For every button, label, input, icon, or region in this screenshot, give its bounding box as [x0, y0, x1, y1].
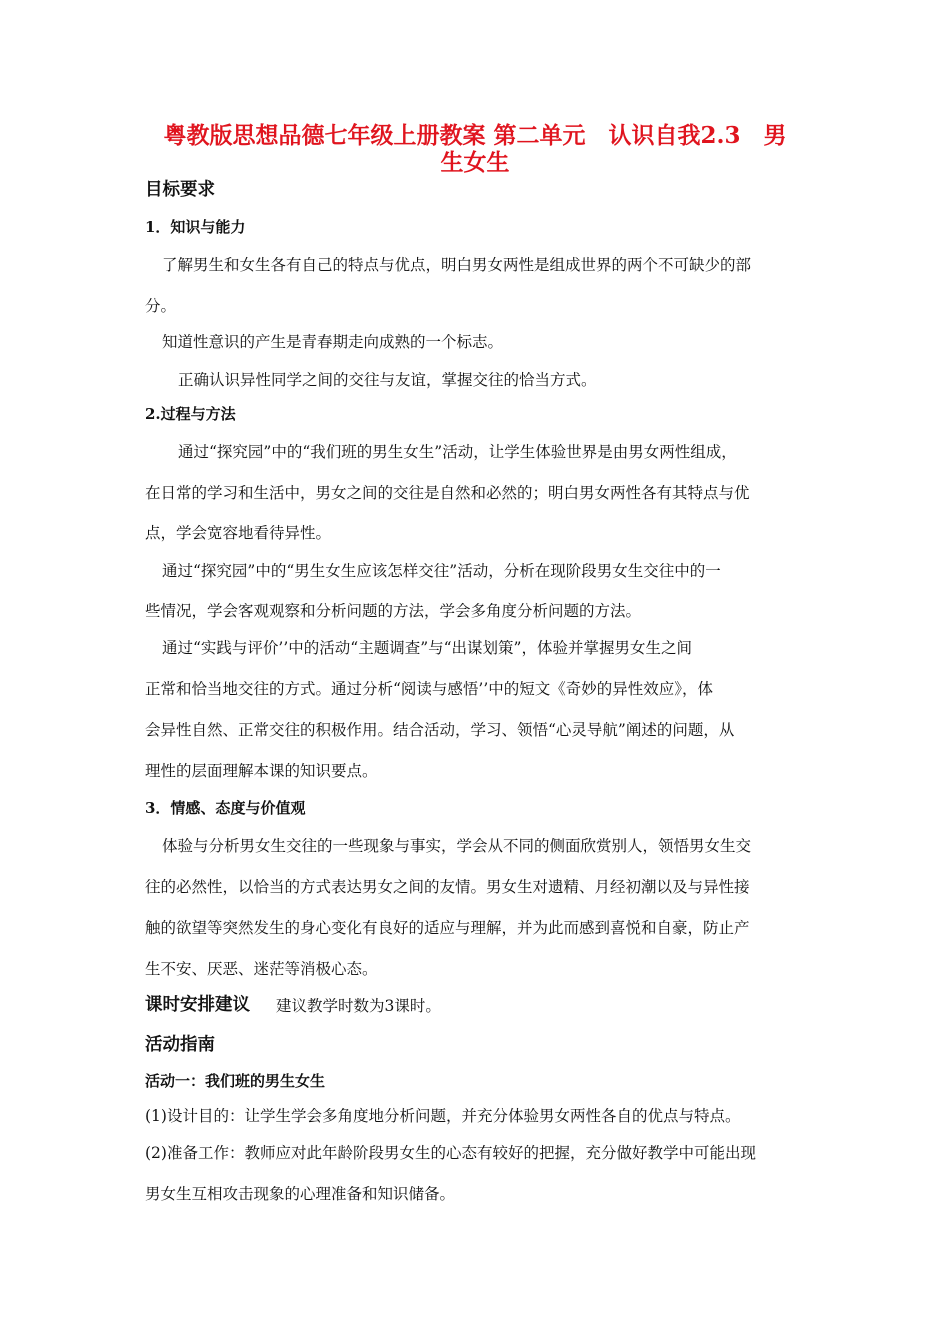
process-line-7: 正常和恰当地交往的方式。通过分析“阅读与感悟’’中的短文《奇妙的异性效应》，体	[145, 680, 714, 698]
schedule-heading: 课时安排建议	[145, 995, 250, 1015]
emotion-line-2: 往的必然性，以恰当的方式表达男女之间的友情。男女生对遗精、月经初潮以及与异性接	[145, 878, 750, 896]
activity1-line-3: 男女生互相攻击现象的心理准备和知识储备。	[145, 1185, 456, 1203]
schedule-text: 建议教学时数为3课时。	[276, 997, 441, 1015]
title-line-1: 粤教版思想品德七年级上册教案 第二单元 认识自我2.3 男	[163, 122, 787, 149]
activities-heading: 活动指南	[145, 1035, 215, 1055]
knowledge-heading: 1．知识与能力	[145, 218, 246, 236]
process-line-1: 通过“探究园”中的“我们班的男生女生”活动，让学生体验世界是由男女两性组成，	[178, 443, 737, 461]
process-heading: 2.过程与方法	[145, 405, 236, 423]
activity1-line-2: (2)准备工作：教师应对此年龄阶段男女生的心态有较好的把握，充分做好教学中可能出现	[145, 1144, 756, 1162]
process-line-8: 会异性自然、正常交往的积极作用。结合活动，学习、领悟“心灵导航”阐述的问题，从	[145, 721, 735, 739]
process-line-5: 些情况，学会客观观察和分析问题的方法，学会多角度分析问题的方法。	[145, 602, 642, 620]
process-line-4: 通过“探究园”中的“男生女生应该怎样交往”活动，分析在现阶段男女生交往中的一	[162, 562, 721, 580]
goals-heading: 目标要求	[145, 180, 215, 200]
emotion-line-4: 生不安、厌恶、迷茫等消极心态。	[145, 960, 378, 978]
emotion-heading: 3．情感、态度与价值观	[145, 799, 306, 817]
process-line-6: 通过“实践与评价’’中的活动“主题调查”与“出谋划策”，体验并掌握男女生之间	[162, 639, 692, 657]
process-line-9: 理性的层面理解本课的知识要点。	[145, 762, 378, 780]
knowledge-line-2: 分。	[145, 297, 177, 315]
process-line-2: 在日常的学习和生活中，男女之间的交往是自然和必然的；明白男女两性各有其特点与优	[145, 484, 750, 502]
emotion-line-3: 触的欲望等突然发生的身心变化有良好的适应与理解，并为此而感到喜悦和自豪，防止产	[145, 919, 750, 937]
document-title	[140, 122, 810, 176]
process-line-3: 点，学会宽容地看待异性。	[145, 524, 332, 542]
emotion-line-1: 体验与分析男女生交往的一些现象与事实，学会从不同的侧面欣赏别人，领悟男女生交	[162, 837, 752, 855]
knowledge-line-1: 了解男生和女生各有自己的特点与优点，明白男女两性是组成世界的两个不可缺少的部	[162, 256, 752, 274]
knowledge-line-3: 知道性意识的产生是青春期走向成熟的一个标志。	[162, 333, 504, 351]
knowledge-line-4: 正确认识异性同学之间的交往与友谊，掌握交往的恰当方式。	[178, 371, 597, 389]
activity1-heading: 活动一：我们班的男生女生	[145, 1072, 326, 1090]
title-line-2: 生女生	[440, 149, 510, 176]
activity1-line-1: (1)设计目的：让学生学会多角度地分析问题，并充分体验男女两性各自的优点与特点。	[145, 1107, 741, 1125]
